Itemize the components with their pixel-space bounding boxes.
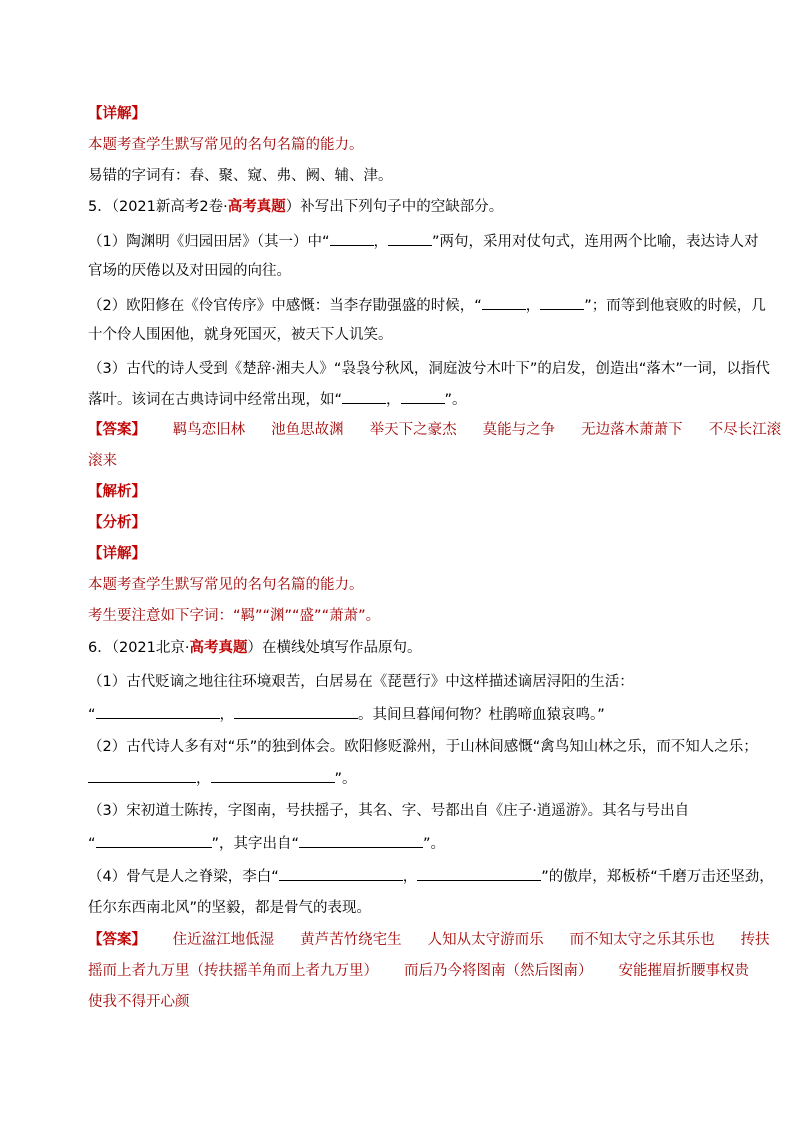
q6-part-1: （1）古代贬谪之地往往环境艰苦，白居易在《琵琶行》中这样描述谪居浔阳的生活： — [88, 674, 634, 690]
fill-blank[interactable] — [417, 866, 541, 881]
q5-answer-cont: 滚来 — [88, 453, 117, 469]
answer-item: 羁鸟恋旧林 — [172, 422, 246, 438]
attention-words: 考生要注意如下字词：“羁”“渊”“盛”“萧萧”。 — [88, 608, 381, 624]
error-words: 易错的字词有：春、聚、窥、弗、阙、辅、津。 — [88, 168, 393, 184]
answer-item: 抟扶 — [740, 932, 770, 948]
q6-part-1-cont: “ ， 。其间旦暮闻何物？杜鹃啼血猿哀鸣。” — [88, 704, 605, 725]
fill-blank[interactable] — [279, 866, 403, 881]
answer-item: 黄芦苦竹绕宅生 — [300, 932, 402, 948]
answer-item: 举天下之豪杰 — [369, 422, 457, 438]
question-5-stem: 5．（2021新高考2卷·高考真题）补写出下列句子中的空缺部分。 — [88, 199, 504, 215]
detail-heading: 【详解】 — [88, 106, 146, 122]
q6-part-4: （4）骨气是人之脊梁，李白“ ， ”的傲岸，郑板桥“千磨万击还坚劲， — [88, 866, 774, 887]
answer-item: 不尽长江滚 — [708, 422, 782, 438]
q5-part-1: （1）陶渊明《归园田居》（其一）中“ ， ”两句，采用对仗句式，连用两个比喻，表达诗人对 — [88, 231, 759, 252]
q5-part-2-cont: 十个伶人围困他，就身死国灭，被天下人讥笑。 — [88, 327, 393, 343]
fill-blank[interactable] — [342, 389, 386, 404]
answer-item: 安能摧眉折腰事权贵 — [618, 963, 749, 979]
answer-item: 人知从太守游而乐 — [427, 932, 544, 948]
fill-blank[interactable] — [96, 704, 220, 719]
ability-text: 本题考查学生默写常见的名句名篇的能力。 — [88, 137, 364, 153]
answer-item: 而后乃今将图南（然后图南） — [404, 963, 593, 979]
q6-part-2: （2）古代诗人多有对“乐”的独到体会。欧阳修贬滁州，于山林间感慨“禽鸟知山林之乐，而不知人之乐； — [88, 739, 758, 755]
q6-part-2-cont: ， ”。 — [88, 768, 357, 789]
answer-item: 而不知太守之乐其乐也 — [569, 932, 715, 948]
fill-blank[interactable] — [482, 295, 526, 310]
answer-item: 摇而上者九万里（抟扶摇羊角而上者九万里） — [88, 963, 378, 979]
q5-part-2: （2）欧阳修在《伶官传序》中感慨：当李存勖强盛的时候，“ ， ”；而等到他衰败的时候，几 — [88, 295, 766, 316]
analysis-heading: 【解析】 — [88, 484, 146, 500]
q6-part-4-cont: 任尔东西南北风”的坚毅，都是骨气的表现。 — [88, 900, 372, 916]
q6-answer-cont — [88, 961, 749, 981]
question-6-stem: 6．（2021北京·高考真题）在横线处填写作品原句。 — [88, 640, 422, 656]
fill-blank[interactable] — [88, 768, 196, 783]
q5-part-1-cont: 官场的厌倦以及对田园的向往。 — [88, 263, 291, 279]
q5-part-3-cont: 落叶。该词在古典诗词中经常出现，如“ ， ”。 — [88, 389, 467, 410]
q6-answer: 【答案】 住近湓江地低湿 黄芦苦竹绕宅生 人知从太守游而乐 而不知太守之乐其乐也 抟扶 — [88, 932, 770, 948]
q6-part-3-cont: “ ”，其字出自“ ”。 — [88, 833, 445, 854]
answer-item: 无边落木萧萧下 — [581, 422, 683, 438]
detail-heading: 【详解】 — [88, 546, 146, 562]
q5-answer: 【答案】 羁鸟恋旧林 池鱼思故渊 举天下之豪杰 莫能与之争 无边落木萧萧下 不尽长江滚 — [88, 422, 782, 438]
fill-blank[interactable] — [540, 295, 584, 310]
ability-text: 本题考查学生默写常见的名句名篇的能力。 — [88, 577, 364, 593]
fill-blank[interactable] — [401, 389, 445, 404]
q6-part-3: （3）宋初道士陈抟，字图南，号扶摇子，其名、字、号都出自《庄子·逍遥游》。其名与号出自 — [88, 803, 690, 819]
fill-blank[interactable] — [234, 704, 358, 719]
fill-blank[interactable] — [96, 833, 212, 848]
fill-blank[interactable] — [299, 833, 423, 848]
fill-blank[interactable] — [211, 768, 335, 783]
fenxi-heading: 【分析】 — [88, 515, 146, 531]
answer-item: 池鱼思故渊 — [271, 422, 344, 438]
fill-blank[interactable] — [388, 231, 432, 246]
answer-item: 莫能与之争 — [482, 422, 556, 438]
fill-blank[interactable] — [330, 231, 374, 246]
q5-part-3: （3）古代的诗人受到《楚辞·湘夫人》“袅袅兮秋风，洞庭波兮木叶下”的启发，创造出“落木”一词，以指代 — [88, 361, 770, 377]
answer-item: 住近湓江地低湿 — [172, 932, 275, 948]
q6-answer-cont-2: 使我不得开心颜 — [88, 994, 190, 1010]
